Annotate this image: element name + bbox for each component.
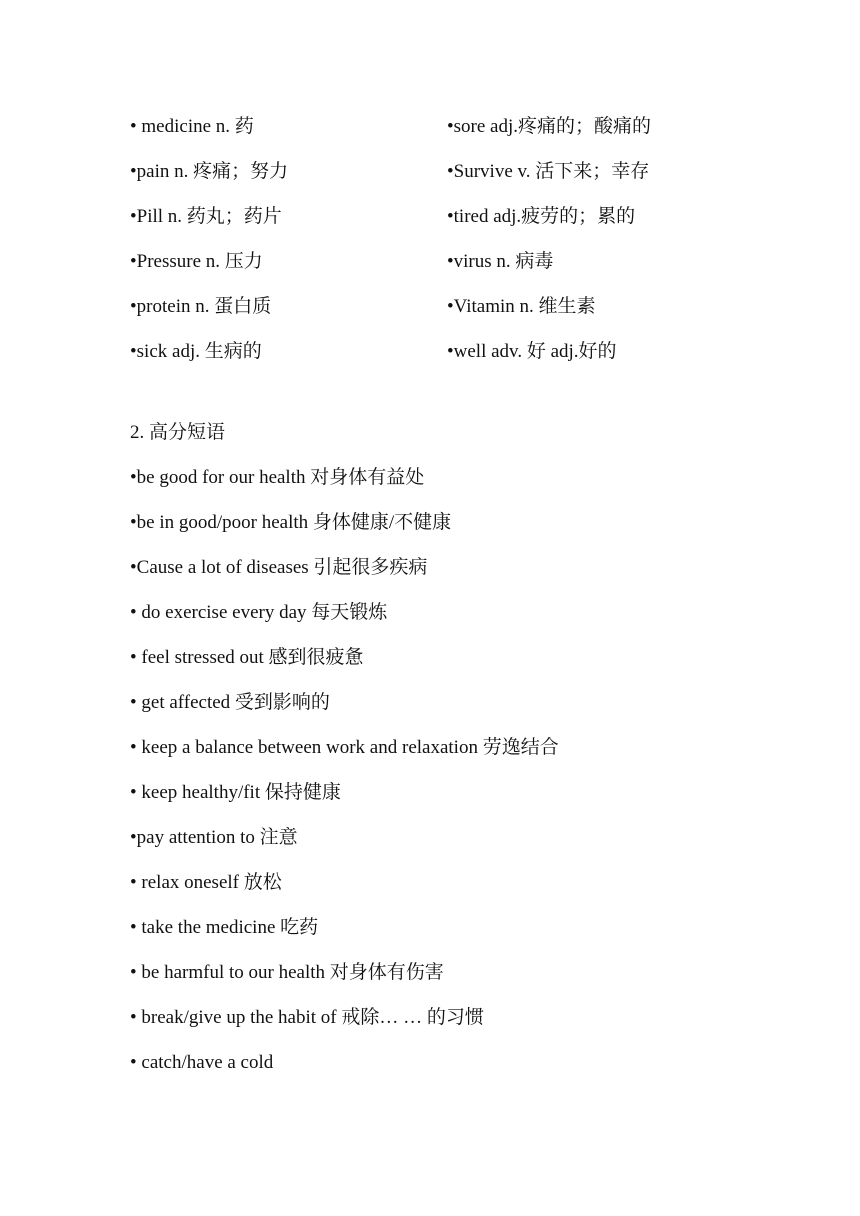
phrase-item: • relax oneself 放松	[130, 872, 282, 893]
vocab-row	[130, 112, 750, 157]
vocab-row	[130, 292, 750, 337]
vocab-row	[130, 202, 750, 247]
section-heading: 2. 高分短语	[130, 422, 226, 443]
vocab-item: •sore adj.疼痛的；酸痛的	[447, 116, 652, 137]
vocab-item: •Pill n. 药丸；药片	[130, 206, 282, 227]
phrase-item: •be in good/poor health 身体健康/不健康	[130, 512, 452, 533]
vocab-item: •tired adj.疲劳的；累的	[447, 206, 636, 227]
vocab-item: • medicine n. 药	[130, 116, 254, 137]
vocab-item: •pain n. 疼痛；努力	[130, 161, 289, 182]
phrase-item: • keep a balance between work and relaxation 劳逸结合	[130, 737, 559, 758]
vocab-row	[130, 157, 750, 202]
vocabulary-list	[130, 112, 750, 382]
phrase-list	[130, 463, 770, 1093]
vocab-row	[130, 247, 750, 292]
vocab-row	[130, 337, 750, 382]
vocab-item: •virus n. 病毒	[447, 251, 554, 272]
vocab-item: •Vitamin n. 维生素	[447, 296, 596, 317]
phrase-item: • keep healthy/fit 保持健康	[130, 782, 341, 803]
phrase-item: •pay attention to 注意	[130, 827, 298, 848]
phrase-item: •be good for our health 对身体有益处	[130, 467, 425, 488]
vocab-item: •protein n. 蛋白质	[130, 296, 272, 317]
vocab-item: •Survive v. 活下来；幸存	[447, 161, 650, 182]
vocab-item: •well adv. 好 adj.好的	[447, 341, 617, 362]
phrase-item: • break/give up the habit of 戒除… … 的习惯	[130, 1007, 484, 1028]
vocab-item: •Pressure n. 压力	[130, 251, 263, 272]
phrase-item: • do exercise every day 每天锻炼	[130, 602, 388, 623]
phrase-item: •Cause a lot of diseases 引起很多疾病	[130, 557, 428, 578]
phrase-item: • be harmful to our health 对身体有伤害	[130, 962, 444, 983]
phrase-item: • take the medicine 吃药	[130, 917, 319, 938]
vocab-item: •sick adj. 生病的	[130, 341, 262, 362]
phrase-item: • feel stressed out 感到很疲惫	[130, 647, 364, 668]
phrase-item: • catch/have a cold	[130, 1052, 274, 1073]
phrase-item: • get affected 受到影响的	[130, 692, 330, 713]
